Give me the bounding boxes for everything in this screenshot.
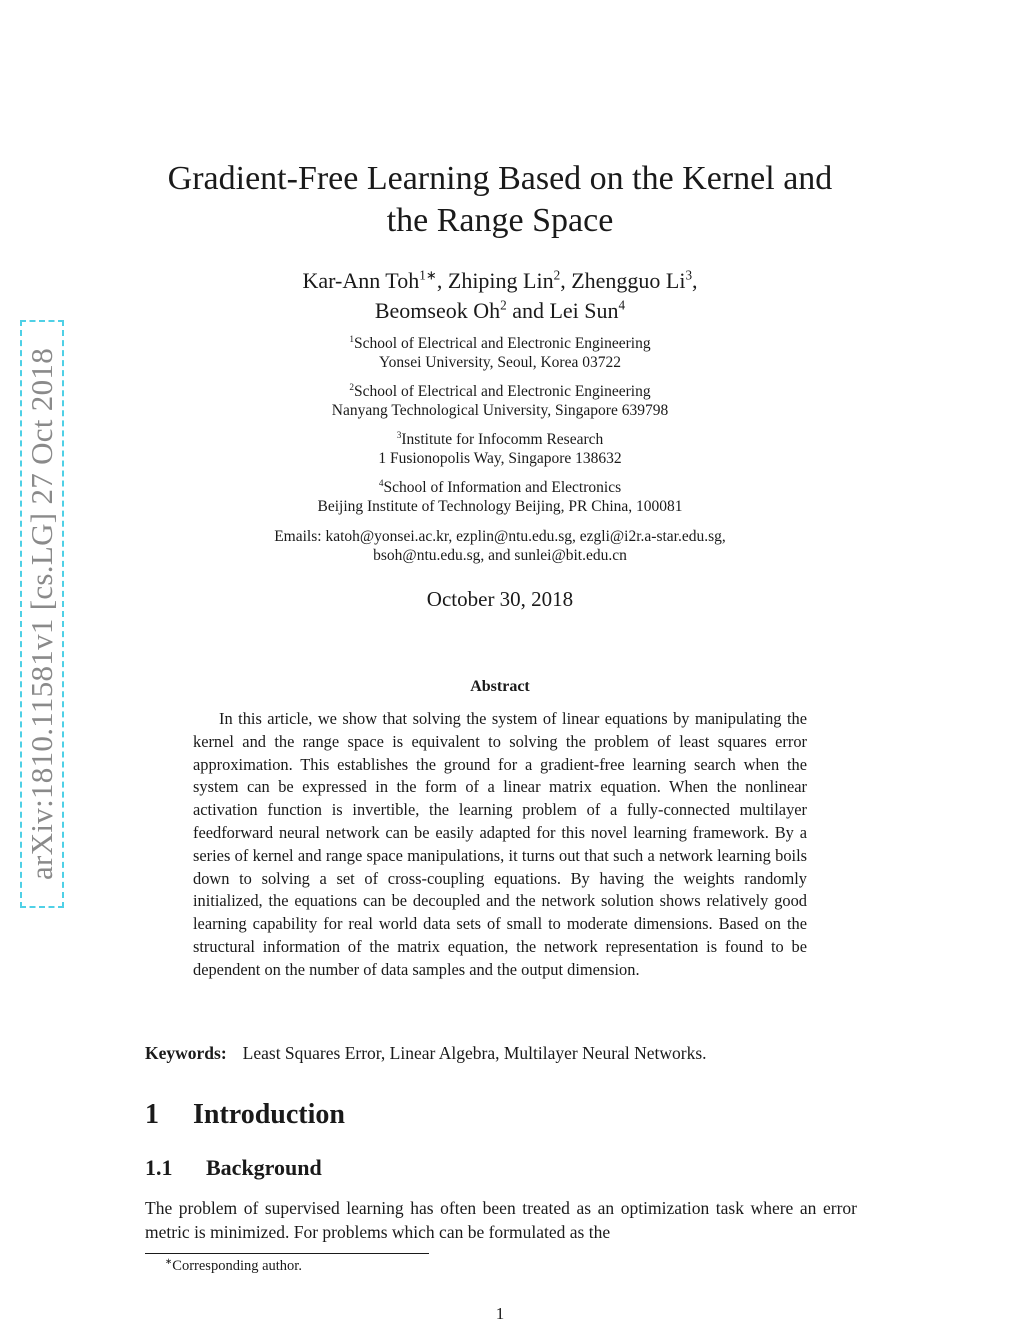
affiliation-mark: 3 [396,430,402,441]
affiliation-text: School of Electrical and Electronic Engineering [354,335,651,352]
footnote-rule [145,1253,429,1254]
author-mark: 2 [553,267,561,283]
affiliation-mark: 1 [349,334,355,345]
author-name: Beomseok Oh [374,298,501,323]
page-number: 1 [495,1304,505,1323]
affiliation-line-2: Nanyang Technological University, Singapore 639798 [331,402,669,419]
author-mark: 3 [685,267,693,283]
title-line-2: the Range Space [386,202,614,239]
affiliation-line-1 [200,382,800,401]
author-separator: , [692,268,698,293]
affiliation-mark: 2 [349,382,355,393]
title-line-1: Gradient-Free Learning Based on the Kernel and [167,160,833,197]
paper-date: October 30, 2018 [426,587,574,611]
footnote-text: Corresponding author. [172,1258,302,1274]
affiliation [200,430,800,468]
emails [180,527,820,565]
subsection-number: 1.1 [145,1155,173,1180]
affiliation-text: School of Electrical and Electronic Engineering [354,383,651,400]
section-number: 1 [145,1099,159,1130]
affiliation [200,334,800,372]
affiliation [200,478,800,516]
emails-line-1: Emails: katoh@yonsei.ac.kr, ezplin@ntu.edu.sg, ezgli@i2r.a-star.edu.sg, [274,528,726,545]
authors-line-1 [200,266,800,295]
footnote-mark: ∗ [165,1256,173,1267]
arxiv-stamp: arXiv:1810.11581v1 [cs.LG] 27 Oct 2018 [24,348,59,880]
abstract-heading: Abstract [470,678,530,695]
section-title: Introduction [193,1099,345,1130]
affiliation-line-1 [200,334,800,353]
emails-line-2: bsoh@ntu.edu.sg, and sunlei@bit.edu.cn [373,547,627,564]
paper-title [140,158,860,242]
author-name: and Lei Sun [506,298,619,323]
affiliation-line-2: 1 Fusionopolis Way, Singapore 138632 [378,450,622,467]
affiliation-line-2: Yonsei University, Seoul, Korea 03722 [379,354,621,371]
keywords [145,1043,865,1064]
keywords-label: Keywords: [145,1043,227,1063]
author-name: Kar-Ann Toh [302,268,420,293]
affiliation-line-2: Beijing Institute of Technology Beijing, PR China, 100081 [317,498,683,515]
author-name: , Zhiping Lin [436,268,554,293]
subsection-title: Background [206,1155,322,1180]
abstract-text: In this article, we show that solving the system of linear equations by manipulating the kernel and the range space is equivalent to solving the problem of least squares error approximation. This establishes the ground for a gradient-free learning search when the system can be expressed in the form of a linear matrix equation. When the nonlinear activation function is invertible, the learning problem of a fully-connected multilayer feedforward neural network can be easily adapted for this novel learning framework. By a series of kernel and range space manipulations, it turns out that such a network learning boils down to solving a set of cross-coupling equations. By having the weights randomly initialized, the equations can be decoupled and the network solution shows relatively good learning capability for real world data sets of small to moderate dimensions. Based on the structural information of the matrix equation, the network representation is found to be dependent on the number of data samples and the output dimension. [193,709,807,979]
affiliation-mark: 4 [378,478,384,489]
affiliation [200,382,800,420]
affiliation-line-1 [200,478,800,497]
author-mark: 4 [618,297,626,313]
section-heading [145,1099,345,1131]
body-paragraph: The problem of supervised learning has often been treated as an optimization task where an error metric is minimized. For problems which can be formulated as the [145,1198,857,1242]
author-name: , Zhengguo Li [560,268,686,293]
authors-line-2 [200,296,800,325]
affiliation-line-1 [200,430,800,449]
subsection-heading [145,1155,322,1181]
keywords-text: Least Squares Error, Linear Algebra, Multilayer Neural Networks. [242,1043,707,1063]
author-mark: 2 [500,297,507,313]
footnote [165,1258,302,1275]
affiliation-text: Institute for Infocomm Research [401,431,604,448]
author-mark: 1∗ [419,267,437,283]
affiliation-text: School of Information and Electronics [383,479,622,496]
